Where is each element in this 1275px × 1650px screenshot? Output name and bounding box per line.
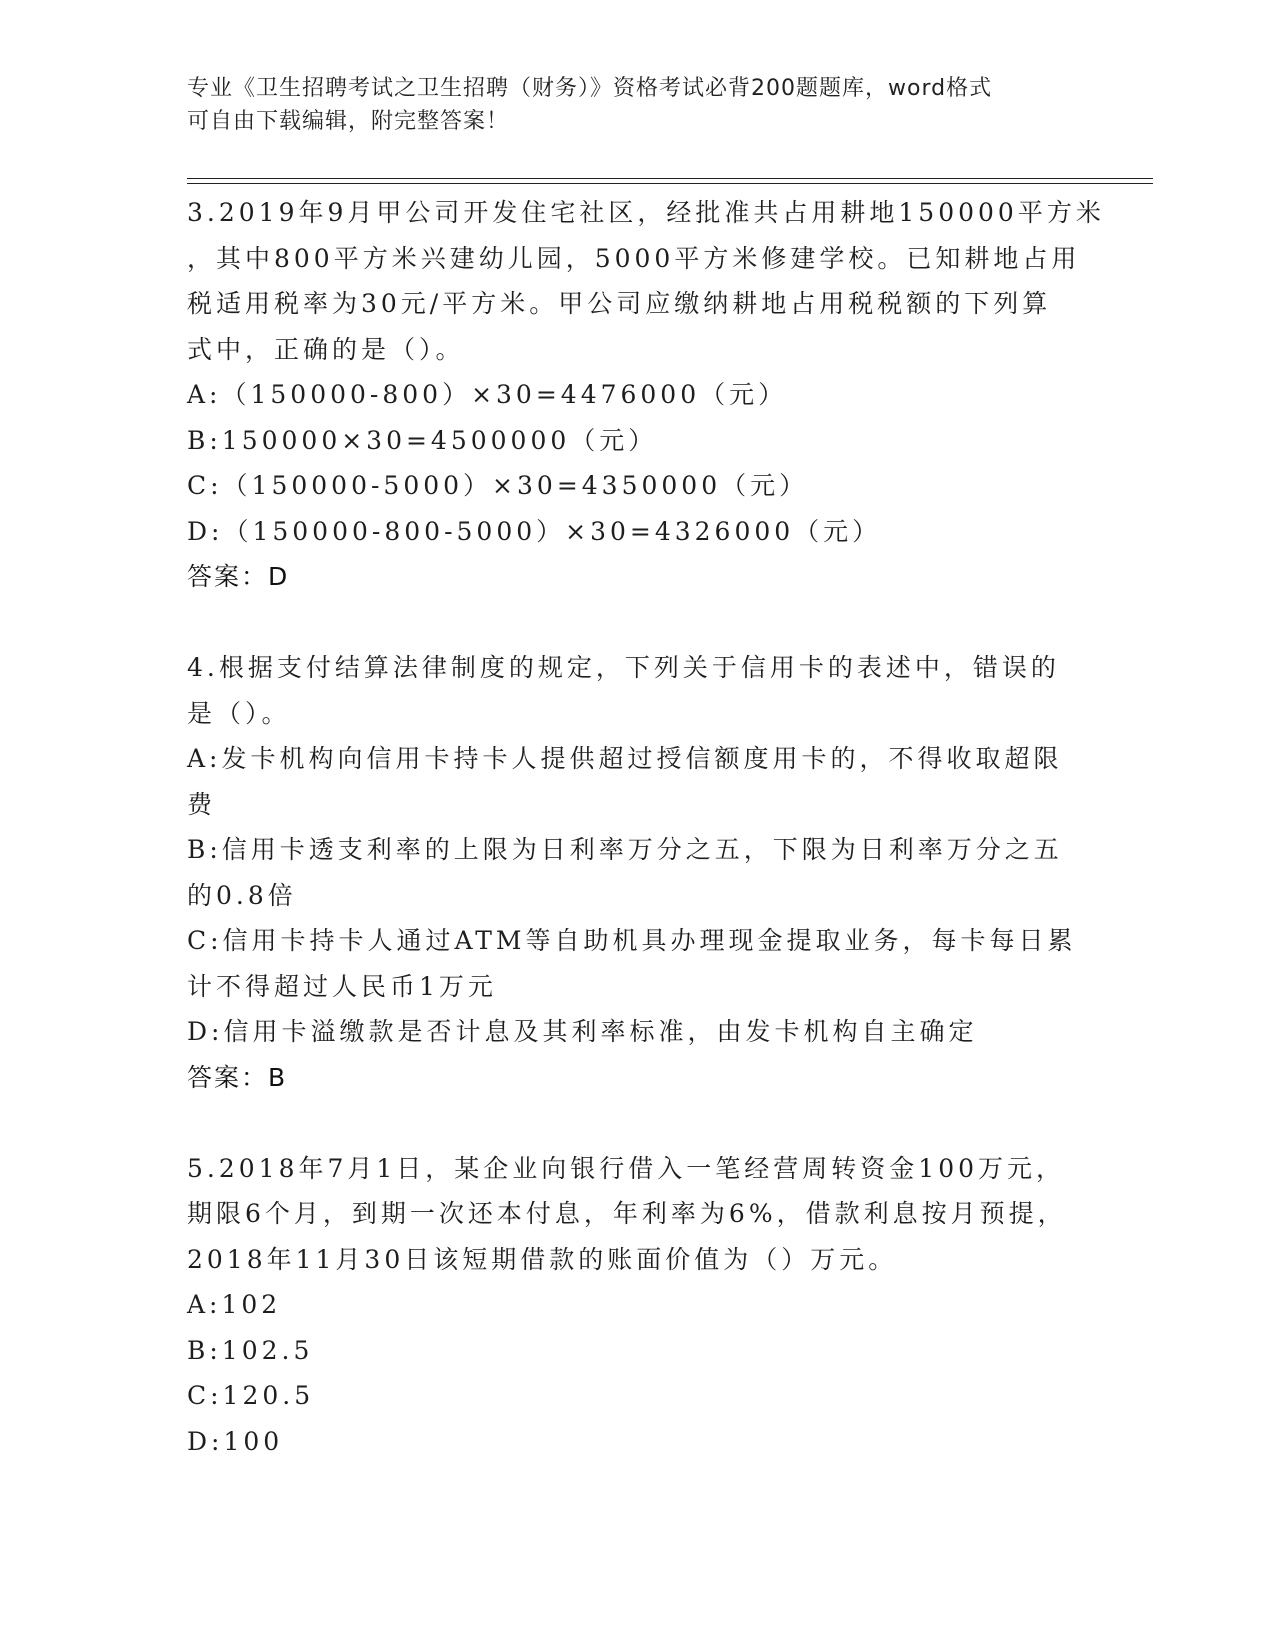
option-b: B:信用卡透支利率的上限为日利率万分之五，下限为日利率万分之五 (187, 835, 1063, 864)
question-stem-line: 2018年11月30日该短期借款的账面价值为（）万元。 (187, 1244, 898, 1274)
option-d: D:100 (187, 1426, 284, 1456)
header-divider (187, 178, 1153, 179)
spacer (187, 1100, 1087, 1146)
option-a-continued: 费 (187, 789, 217, 819)
option-b-continued: 的0.8倍 (187, 880, 297, 910)
document-header (187, 72, 1067, 138)
question-stem-line: 4.根据支付结算法律制度的规定，下列关于信用卡的表述中，错误的 (187, 653, 1060, 682)
header-line: 专业《卫生招聘考试之卫生招聘（财务）》资格考试必背200题题库，word格式 (187, 76, 993, 101)
option-c: C:信用卡持卡人通过ATM等自助机具办理现金提取业务，每卡每日累 (187, 926, 1077, 955)
question-stem-line: ，其中800平方米兴建幼儿园，5000平方米修建学校。已知耕地占用 (187, 243, 1081, 273)
answer-line: 答案：D (187, 562, 290, 591)
question-stem-line: 式中，正确的是（）。 (187, 334, 465, 364)
option-a: A:102 (187, 1290, 282, 1319)
question-stem-line: 税适用税率为30元/平方米。甲公司应缴纳耕地占用税税额的下列算 (187, 289, 1052, 318)
answer-line: 答案：B (187, 1062, 288, 1092)
spacer (187, 600, 1087, 646)
option-a: A:发卡机构向信用卡持卡人提供超过授信额度用卡的，不得收取超限 (187, 744, 1063, 773)
question-stem-line: 是（）。 (187, 698, 291, 728)
question-stem-line: 期限6个月，到期一次还本付息，年利率为6%，借款利息按月预提， (187, 1199, 1067, 1228)
question-item (187, 190, 1105, 600)
option-b: B:102.5 (187, 1335, 314, 1365)
question-item (187, 1146, 1087, 1465)
header-line: 可自由下载编辑，附完整答案！ (187, 109, 510, 134)
option-d: D:信用卡溢缴款是否计息及其利率标准，由发卡机构自主确定 (187, 1017, 978, 1046)
option-d: D:（150000-800-5000）×30=4326000（元） (187, 516, 882, 546)
option-c: C:120.5 (187, 1381, 315, 1410)
question-stem-line: 3.2019年9月甲公司开发住宅社区，经批准共占用耕地150000平方米 (187, 198, 1105, 227)
option-b: B:150000×30=4500000（元） (187, 425, 658, 455)
option-a: A:（150000-800）×30=4476000（元） (187, 380, 788, 409)
header-divider (187, 183, 1153, 184)
question-stem-line: 5.2018年7月1日，某企业向银行借入一笔经营周转资金100万元， (187, 1153, 1066, 1183)
option-c-continued: 计不得超过人民币1万元 (187, 971, 497, 1001)
question-item (187, 645, 1087, 1100)
question-list (187, 190, 1105, 1464)
option-c: C:（150000-5000）×30=4350000（元） (187, 471, 809, 500)
